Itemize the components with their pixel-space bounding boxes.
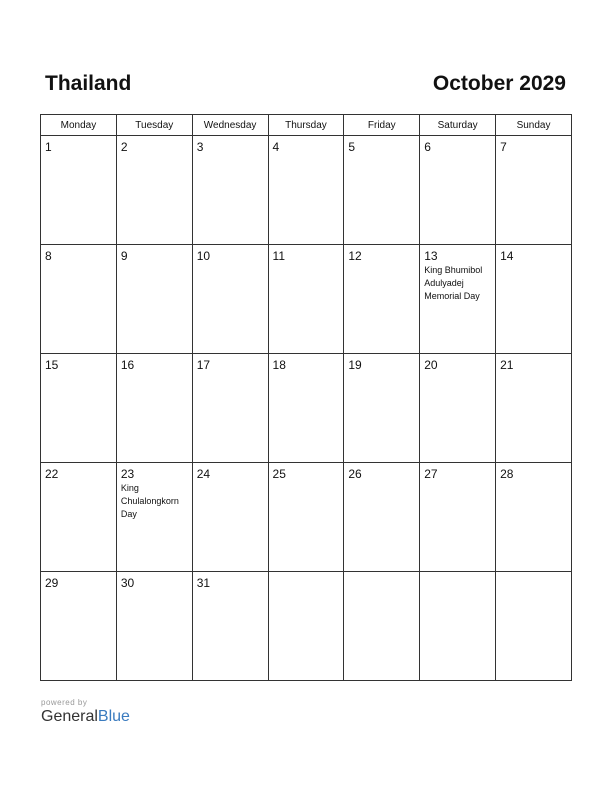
day-cell — [420, 136, 496, 245]
day-cell — [496, 463, 572, 572]
day-number: 1 — [45, 140, 52, 154]
day-cell — [116, 136, 192, 245]
day-cell — [116, 572, 192, 681]
week-row — [41, 354, 572, 463]
day-cell — [344, 354, 420, 463]
day-number: 19 — [348, 358, 362, 372]
day-number: 27 — [424, 467, 438, 481]
day-number: 6 — [424, 140, 431, 154]
holiday-label: King Chulalongkorn Day — [120, 483, 179, 519]
day-cell — [420, 572, 496, 681]
day-number: 9 — [120, 249, 128, 263]
day-number: 3 — [196, 140, 204, 154]
day-number: 17 — [196, 358, 211, 372]
brand-general: General — [41, 708, 98, 725]
weekday-header-row — [41, 115, 572, 136]
day-cell — [344, 463, 420, 572]
day-number: 13 — [424, 249, 438, 263]
day-cell — [420, 463, 496, 572]
day-number: 26 — [348, 467, 362, 481]
day-cell — [268, 354, 344, 463]
day-number: 5 — [348, 140, 356, 154]
day-number: 24 — [196, 467, 211, 481]
day-number: 4 — [272, 140, 280, 154]
day-cell — [268, 136, 344, 245]
day-cell — [192, 136, 268, 245]
day-cell — [41, 136, 117, 245]
day-number: 21 — [500, 358, 514, 372]
day-cell — [496, 245, 572, 354]
weekday-tuesday: Tuesday — [116, 115, 192, 136]
country-title: Thailand — [45, 72, 132, 95]
brand-blue: Blue — [97, 708, 130, 725]
week-row — [41, 245, 572, 354]
day-cell — [192, 572, 268, 681]
day-cell — [268, 245, 344, 354]
day-number: 25 — [272, 467, 286, 481]
day-cell — [344, 136, 420, 245]
day-cell — [116, 463, 192, 572]
day-number: 10 — [196, 249, 211, 263]
day-cell — [41, 463, 117, 572]
generalblue-logo[interactable] — [41, 708, 130, 726]
day-number: 31 — [196, 576, 211, 590]
calendar-grid — [40, 114, 572, 681]
day-number: 12 — [348, 249, 362, 263]
week-row — [41, 136, 572, 245]
holiday-label: King Bhumibol Adulyadej Memorial Day — [424, 265, 483, 301]
day-cell — [192, 245, 268, 354]
footer-branding — [41, 698, 130, 726]
weekday-monday: Monday — [41, 115, 117, 136]
week-row — [41, 572, 572, 681]
day-number: 28 — [500, 467, 514, 481]
weekday-thursday: Thursday — [268, 115, 344, 136]
day-number: 14 — [500, 249, 514, 263]
day-cell — [116, 354, 192, 463]
day-cell — [268, 572, 344, 681]
day-number: 7 — [500, 140, 507, 154]
day-cell — [420, 354, 496, 463]
day-cell — [116, 245, 192, 354]
day-cell — [496, 572, 572, 681]
day-cell — [268, 463, 344, 572]
day-cell — [344, 572, 420, 681]
day-number: 8 — [45, 249, 52, 263]
day-number: 18 — [272, 358, 286, 372]
day-number: 16 — [120, 358, 135, 372]
week-row — [41, 463, 572, 572]
weekday-wednesday: Wednesday — [192, 115, 268, 136]
day-number: 15 — [45, 358, 59, 372]
powered-by-text: powered by — [41, 698, 88, 707]
day-cell — [192, 354, 268, 463]
day-cell — [41, 245, 117, 354]
day-number: 29 — [45, 576, 59, 590]
weekday-sunday: Sunday — [496, 115, 572, 136]
day-number: 22 — [45, 467, 59, 481]
month-title: October 2029 — [432, 72, 566, 95]
day-cell — [496, 136, 572, 245]
day-number: 30 — [120, 576, 135, 590]
day-cell — [41, 354, 117, 463]
day-cell — [496, 354, 572, 463]
weekday-saturday: Saturday — [420, 115, 496, 136]
day-number: 2 — [120, 140, 128, 154]
day-cell — [344, 245, 420, 354]
weekday-friday: Friday — [344, 115, 420, 136]
day-number: 11 — [272, 249, 285, 263]
day-number: 20 — [424, 358, 438, 372]
day-cell — [41, 572, 117, 681]
day-cell — [192, 463, 268, 572]
day-number: 23 — [120, 467, 135, 481]
day-cell — [420, 245, 496, 354]
